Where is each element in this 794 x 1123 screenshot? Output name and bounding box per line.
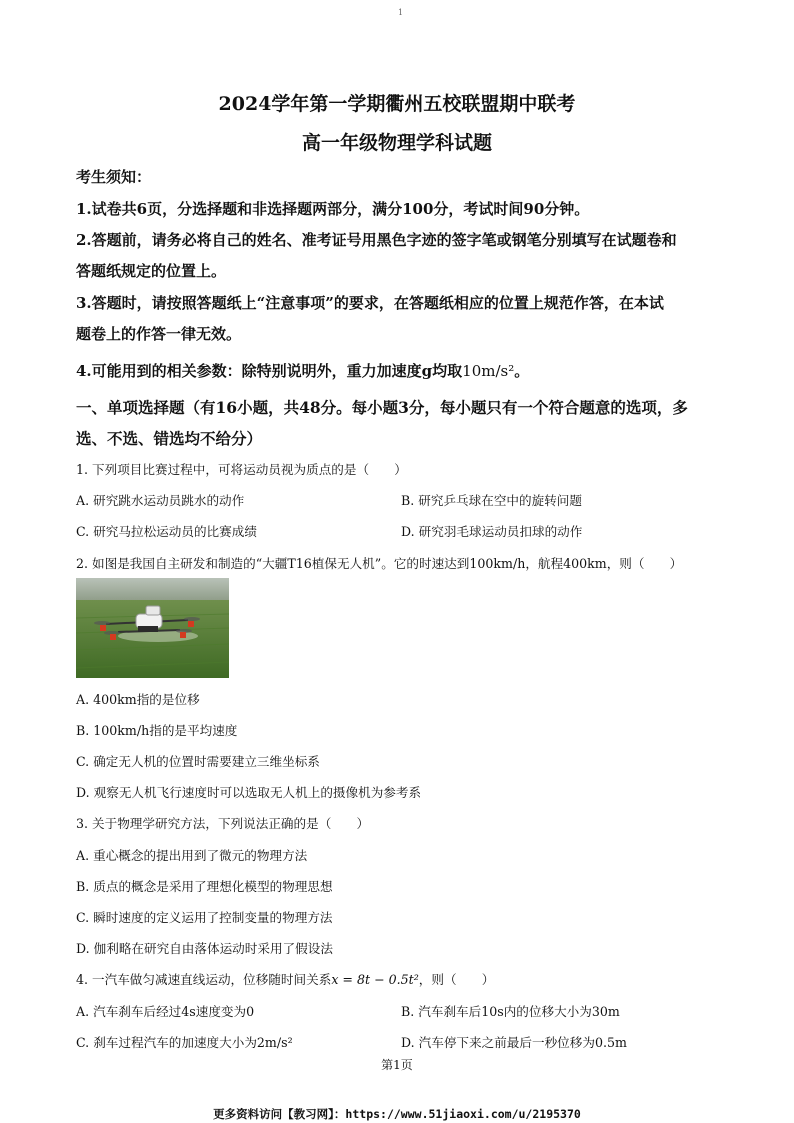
q2-option-d: D. 观察无人机飞行速度时可以选取无人机上的摄像机为参考系 — [76, 785, 422, 800]
q2-stem: 2. 如图是我国自主研发和制造的“大疆T16植保无人机”。它的时速达到100km/h，航程400km，则（ ） — [76, 556, 683, 571]
q4-option-d: D. 汽车停下来之前最后一秒位移为0.5m — [401, 1035, 627, 1050]
gravity-value: 10m/s² — [462, 362, 515, 380]
notice-item-1: 1.试卷共6页，分选择题和非选择题两部分，满分100分，考试时间90分钟。 — [76, 200, 590, 218]
q3-option-b: B. 质点的概念是采用了理想化模型的物理思想 — [76, 879, 333, 894]
header-mark: 1 — [398, 8, 404, 17]
q1-option-c: C. 研究马拉松运动员的比赛成绩 — [76, 524, 257, 539]
q3-option-c: C. 瞬时速度的定义运用了控制变量的物理方法 — [76, 910, 333, 925]
notice-item-2-line-2: 答题纸规定的位置上。 — [76, 262, 227, 280]
q1-option-d: D. 研究羽毛球运动员扣球的动作 — [401, 524, 583, 539]
q1-option-a: A. 研究跳水运动员跳水的动作 — [76, 493, 245, 508]
page-number: 第1页 — [381, 1058, 413, 1072]
q1-option-b: B. 研究乒乓球在空中的旋转问题 — [401, 493, 582, 508]
notice-item-4-prefix: 4.可能用到的相关参数：除特别说明外，重力加速度g均取 — [76, 362, 463, 380]
q4-option-c: C. 刹车过程汽车的加速度大小为2m/s² — [76, 1035, 293, 1050]
q4-stem-suffix: ，则（ ） — [418, 972, 495, 987]
q4-option-a: A. 汽车刹车后经过4s速度变为0 — [76, 1004, 255, 1019]
notice-item-4 — [76, 360, 529, 381]
q3-option-a: A. 重心概念的提出用到了微元的物理方法 — [76, 848, 308, 863]
q4-formula: x = 8t − 0.5t² — [331, 972, 419, 987]
q1-stem: 1. 下列项目比赛过程中，可将运动员视为质点的是（ ） — [76, 462, 407, 477]
exam-title: 2024学年第一学期衢州五校联盟期中联考 — [218, 93, 576, 115]
q2-option-a: A. 400km指的是位移 — [76, 692, 200, 707]
notice-item-4-suffix: 。 — [514, 362, 530, 380]
q3-stem: 3. 关于物理学研究方法，下列说法正确的是（ ） — [76, 816, 370, 831]
section-heading-line-1: 一、单项选择题（有16小题，共48分。每小题3分，每小题只有一个符合题意的选项，多 — [76, 398, 688, 417]
q2-option-b: B. 100km/h指的是平均速度 — [76, 723, 238, 738]
q4-option-b: B. 汽车刹车后10s内的位移大小为30m — [401, 1004, 620, 1019]
exam-subtitle: 高一年级物理学科试题 — [301, 132, 492, 154]
notice-item-3-line-2: 题卷上的作答一律无效。 — [76, 325, 242, 343]
q4-stem — [76, 969, 494, 988]
resource-link[interactable]: 更多资料访问【教习网】：https://www.51jiaoxi.com/u/2195370 — [213, 1107, 581, 1121]
drone-illustration — [76, 578, 229, 678]
notice-heading: 考生须知： — [76, 168, 152, 186]
q2-option-c: C. 确定无人机的位置时需要建立三维坐标系 — [76, 754, 320, 769]
drone-photo — [76, 578, 229, 678]
section-heading-line-2: 选、不选、错选均不给分） — [76, 429, 263, 448]
notice-item-2-line-1: 2.答题前，请务必将自己的姓名、准考证号用黑色字迹的签字笔或钢笔分别填写在试题卷和 — [76, 231, 677, 249]
q3-option-d: D. 伽利略在研究自由落体运动时采用了假设法 — [76, 941, 333, 956]
notice-item-3-line-1: 3.答题时，请按照答题纸上“注意事项”的要求，在答题纸相应的位置上规范作答，在本试 — [76, 294, 664, 312]
q4-stem-prefix: 4. 一汽车做匀减速直线运动，位移随时间关系 — [76, 972, 332, 987]
